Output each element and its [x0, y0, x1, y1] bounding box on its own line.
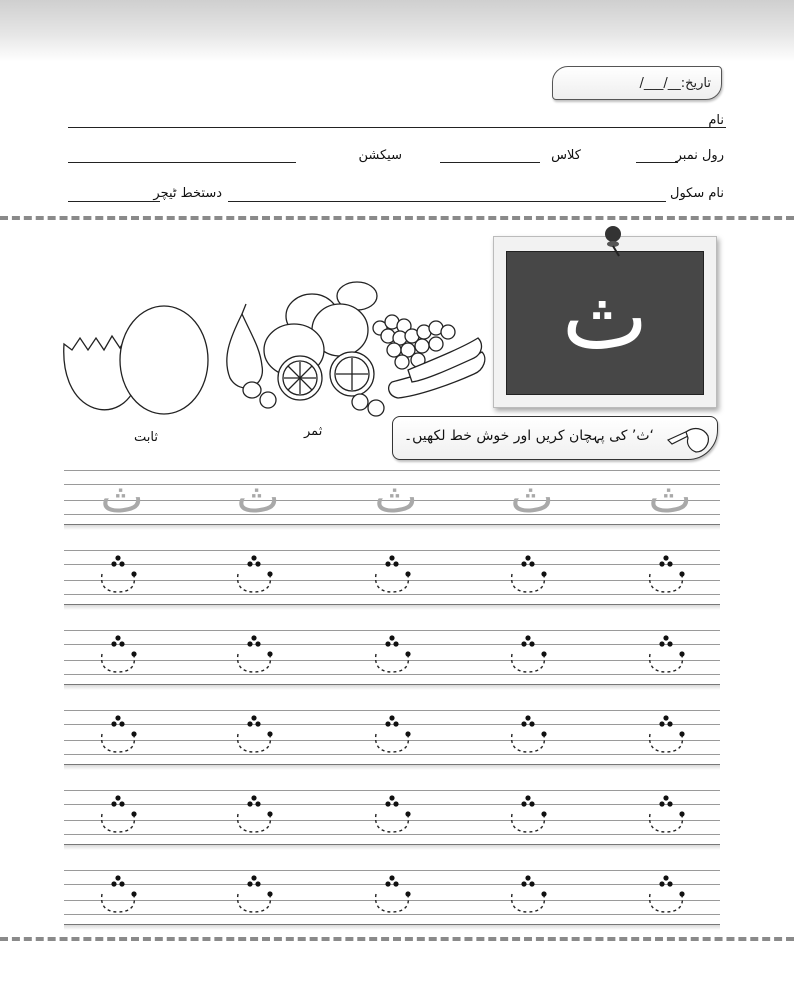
- top-banner: [0, 0, 794, 62]
- date-field[interactable]: تاریخ:__/___/: [552, 66, 722, 100]
- solid-letter-row: [64, 466, 720, 528]
- trace-letter-cell[interactable]: [208, 786, 308, 846]
- solid-letter-cell[interactable]: [346, 466, 446, 526]
- dotted-letter: [346, 546, 446, 606]
- dotted-letter: [208, 706, 308, 766]
- solid-letter: ث: [510, 469, 554, 523]
- dotted-letter: [72, 626, 172, 686]
- trace-letter-cell[interactable]: [208, 546, 308, 606]
- trace-row: [64, 786, 720, 848]
- solid-letter-cell[interactable]: [208, 466, 308, 526]
- trace-row: [64, 866, 720, 928]
- trace-letter-cell[interactable]: [72, 626, 172, 686]
- dotted-letter: [620, 786, 720, 846]
- bottom-divider: [0, 937, 794, 941]
- dotted-letter: [72, 706, 172, 766]
- dotted-letter: [208, 546, 308, 606]
- solid-letter: ث: [236, 469, 280, 523]
- trace-letter-cell[interactable]: [346, 706, 446, 766]
- dotted-letter: [72, 786, 172, 846]
- dotted-letter: [620, 706, 720, 766]
- trace-letter-cell[interactable]: [208, 626, 308, 686]
- trace-row: [64, 706, 720, 768]
- dotted-letter: [482, 706, 582, 766]
- trace-letter-cell[interactable]: [346, 786, 446, 846]
- trace-letter-cell[interactable]: [620, 626, 720, 686]
- instruction-text: ‘ث’ کی پہچان کریں اور خوش خط لکھیں۔: [403, 428, 654, 444]
- trace-letter-cell[interactable]: [72, 866, 172, 926]
- trace-letter-cell[interactable]: [208, 866, 308, 926]
- solid-letter: ث: [374, 469, 418, 523]
- solid-letter-cell[interactable]: [482, 466, 582, 526]
- trace-letter-cell[interactable]: [346, 546, 446, 606]
- dotted-letter: [482, 786, 582, 846]
- dotted-letter: [346, 866, 446, 926]
- whole-egg-icon: [58, 304, 218, 424]
- trace-letter-cell[interactable]: [482, 546, 582, 606]
- dotted-letter: [346, 706, 446, 766]
- trace-letter-cell[interactable]: [72, 706, 172, 766]
- dotted-letter: [346, 626, 446, 686]
- solid-letter: ث: [100, 469, 144, 523]
- dotted-letter: [208, 866, 308, 926]
- board-frame: [493, 236, 717, 408]
- fruit-basket-icon: [212, 278, 492, 418]
- trace-letter-cell[interactable]: [346, 626, 446, 686]
- roll-number-label: رول نمبر: [675, 148, 724, 163]
- writing-hand-icon: [664, 420, 712, 458]
- solid-letter-cell[interactable]: [72, 466, 172, 526]
- dotted-letter: [482, 626, 582, 686]
- class-input-line[interactable]: [440, 162, 540, 163]
- dotted-letter: [346, 786, 446, 846]
- trace-letter-cell[interactable]: [482, 866, 582, 926]
- trace-letter-cell[interactable]: [72, 546, 172, 606]
- dotted-letter: [620, 866, 720, 926]
- school-name-label: نام سکول: [670, 186, 724, 201]
- egg-label: ثابت: [134, 430, 158, 445]
- roll-number-input-line[interactable]: [636, 162, 678, 163]
- teacher-sign-input-line[interactable]: [68, 201, 160, 202]
- trace-letter-cell[interactable]: [620, 786, 720, 846]
- letter-board: [493, 236, 715, 406]
- school-name-input-line[interactable]: [228, 201, 666, 202]
- dotted-letter: [208, 626, 308, 686]
- trace-letter-cell[interactable]: [620, 706, 720, 766]
- trace-letter-cell[interactable]: [346, 866, 446, 926]
- chalkboard: [506, 251, 704, 395]
- board-letter: ث: [561, 263, 649, 370]
- teacher-sign-label: دستخط ٹیچر: [153, 186, 222, 201]
- dotted-letter: [72, 866, 172, 926]
- trace-letter-cell[interactable]: [482, 706, 582, 766]
- dotted-letter: [620, 626, 720, 686]
- class-label: کلاس: [551, 148, 581, 163]
- dotted-letter: [620, 546, 720, 606]
- solid-letter-cell[interactable]: [620, 466, 720, 526]
- dotted-letter: [482, 866, 582, 926]
- pushpin-icon: [599, 224, 629, 258]
- dotted-letter: [208, 786, 308, 846]
- dotted-letter: [72, 546, 172, 606]
- trace-row: [64, 626, 720, 688]
- trace-letter-cell[interactable]: [620, 546, 720, 606]
- trace-letter-cell[interactable]: [72, 786, 172, 846]
- solid-letter: ث: [648, 469, 692, 523]
- trace-row: [64, 546, 720, 608]
- trace-letter-cell[interactable]: [620, 866, 720, 926]
- fruit-label: ثمر: [304, 424, 323, 439]
- name-label: نام: [708, 113, 724, 128]
- trace-letter-cell[interactable]: [208, 706, 308, 766]
- trace-letter-cell[interactable]: [482, 786, 582, 846]
- trace-letter-cell[interactable]: [482, 626, 582, 686]
- section-label: سیکشن: [358, 148, 402, 163]
- dotted-letter: [482, 546, 582, 606]
- section-input-line[interactable]: [68, 162, 296, 163]
- name-input-line[interactable]: [68, 127, 726, 128]
- top-divider: [0, 216, 794, 220]
